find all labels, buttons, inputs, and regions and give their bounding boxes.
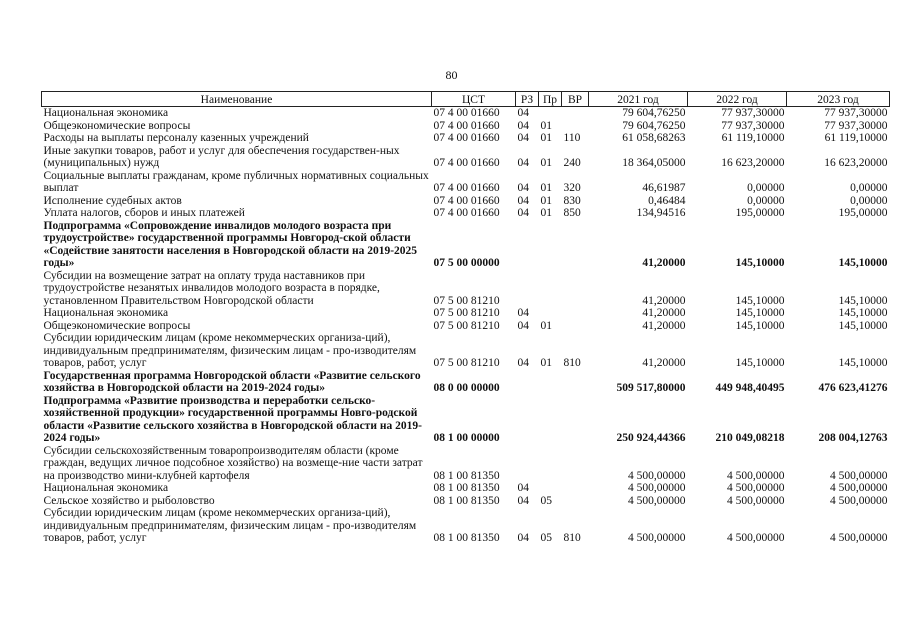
row-2021-cell: 41,20000 xyxy=(642,319,686,332)
row-name-cell: Подпрограмма «Сопровождение инвалидов молодого возраста при трудоустройстве» государственной программы Новгород-ской области «Содействие занятости населения в Новгородской области на 2019-2025 годы» xyxy=(43,219,418,269)
row-vr-cell xyxy=(562,482,589,495)
row-rz-cell: 04 xyxy=(517,532,529,544)
row-2022-cell: 16 623,20000 xyxy=(721,157,785,169)
row-name-cell: Исполнение судебных актов xyxy=(43,194,182,207)
row-vr-cell xyxy=(562,370,589,395)
column-header-2023: 2023 год xyxy=(787,92,890,107)
row-2021-cell: 46,61987 xyxy=(642,182,686,194)
row-name-cell: Субсидии на возмещение затрат на оплату труда наставников при трудоустройстве незанятых инвалидов молодого возраста в порядке, установленном Правительством Новгородской области xyxy=(43,269,380,307)
row-vr-cell: 810 xyxy=(563,357,581,369)
row-2021-cell: 0,46484 xyxy=(648,194,686,207)
row-vr-cell xyxy=(562,495,589,508)
row-cst-cell: 07 5 00 81210 xyxy=(433,307,500,319)
table-row xyxy=(42,107,890,120)
table-row xyxy=(42,270,890,308)
row-2021-cell: 41,20000 xyxy=(642,294,686,307)
row-cst-cell: 07 4 00 01660 xyxy=(433,157,500,169)
budget-table xyxy=(41,91,890,545)
row-2023-cell: 4 500,00000 xyxy=(830,532,888,544)
row-2023-cell: 4 500,00000 xyxy=(830,482,888,494)
row-2023-cell: 145,10000 xyxy=(838,307,888,319)
row-rz-cell: 04 xyxy=(517,319,529,332)
row-cst-cell: 07 5 00 81210 xyxy=(433,294,500,307)
table-row xyxy=(42,320,890,333)
row-rz-cell: 04 xyxy=(517,182,529,194)
table-row xyxy=(42,220,890,270)
row-vr-cell xyxy=(562,320,589,333)
row-vr-cell xyxy=(562,220,589,270)
row-2021-cell: 4 500,00000 xyxy=(628,482,686,494)
row-name-cell: Расходы на выплаты персоналу казенных учреждений xyxy=(43,132,309,144)
row-vr-cell xyxy=(562,307,589,320)
row-rz-cell: 04 xyxy=(517,494,529,507)
column-header-2021: 2021 год xyxy=(589,92,688,107)
row-pr-cell xyxy=(539,107,562,120)
row-rz-cell: 04 xyxy=(517,194,529,207)
row-pr-cell: 01 xyxy=(540,357,552,369)
row-pr-cell: 01 xyxy=(540,207,552,219)
page-number: 80 xyxy=(445,68,458,82)
row-name-cell: Уплата налогов, сборов и иных платежей xyxy=(43,207,245,219)
row-cst-cell: 07 4 00 01660 xyxy=(433,182,500,194)
row-vr-cell: 240 xyxy=(563,157,581,169)
row-2023-cell: 77 937,30000 xyxy=(824,119,888,132)
row-vr-cell xyxy=(562,120,589,133)
column-header-2022: 2022 год xyxy=(688,92,787,107)
row-2023-cell: 145,10000 xyxy=(838,357,888,369)
row-rz-cell: 04 xyxy=(517,132,529,144)
row-2022-cell: 77 937,30000 xyxy=(721,107,785,119)
row-vr-cell xyxy=(562,395,589,445)
row-pr-cell xyxy=(539,445,562,483)
row-2022-cell: 0,00000 xyxy=(747,194,785,207)
row-name-cell: Субсидии сельскохозяйственным товаропроизводителям области (кроме граждан, ведущих личное подсобное хозяйство) на возмеще-ние части затрат на производство мини-клубней картофеля xyxy=(43,444,423,482)
row-pr-cell xyxy=(539,395,562,445)
row-2023-cell: 476 623,41276 xyxy=(818,382,888,394)
row-2021-cell: 41,20000 xyxy=(642,307,686,319)
row-2022-cell: 195,00000 xyxy=(735,207,785,219)
row-cst-cell: 08 1 00 81350 xyxy=(433,482,500,494)
row-2023-cell: 0,00000 xyxy=(850,194,888,207)
row-2023-cell: 61 119,10000 xyxy=(824,132,888,144)
row-2023-cell: 145,10000 xyxy=(838,257,888,269)
row-pr-cell: 01 xyxy=(540,182,552,194)
row-cst-cell: 07 4 00 01660 xyxy=(433,194,500,207)
row-2023-cell: 145,10000 xyxy=(838,319,888,332)
row-2022-cell: 145,10000 xyxy=(735,257,785,269)
row-cst-cell: 08 1 00 81350 xyxy=(433,532,500,544)
row-name-cell: Общеэкономические вопросы xyxy=(43,119,191,132)
row-rz-cell xyxy=(516,270,539,308)
row-pr-cell xyxy=(539,220,562,270)
row-2021-cell: 4 500,00000 xyxy=(628,469,686,482)
row-cst-cell: 07 4 00 01660 xyxy=(433,119,500,132)
row-rz-cell: 04 xyxy=(517,119,529,132)
table-row xyxy=(42,207,890,220)
row-2023-cell: 208 004,12763 xyxy=(818,432,888,444)
row-vr-cell xyxy=(562,445,589,483)
row-2022-cell: 4 500,00000 xyxy=(727,482,785,494)
table-row xyxy=(42,120,890,133)
row-2022-cell: 145,10000 xyxy=(735,319,785,332)
row-rz-cell xyxy=(516,370,539,395)
row-2023-cell: 195,00000 xyxy=(838,207,888,219)
row-rz-cell xyxy=(516,445,539,483)
row-pr-cell: 01 xyxy=(540,132,552,144)
row-pr-cell: 01 xyxy=(540,319,552,332)
table-row xyxy=(42,507,890,545)
row-rz-cell: 04 xyxy=(517,307,529,319)
row-name-cell: Сельское хозяйство и рыболовство xyxy=(43,494,215,507)
row-vr-cell: 850 xyxy=(563,207,581,219)
row-cst-cell: 07 5 00 81210 xyxy=(433,357,500,369)
row-pr-cell: 01 xyxy=(540,119,552,132)
row-2023-cell: 77 937,30000 xyxy=(824,107,888,119)
row-vr-cell xyxy=(562,270,589,308)
row-vr-cell: 830 xyxy=(563,194,581,207)
row-2022-cell: 4 500,00000 xyxy=(727,532,785,544)
row-rz-cell: 04 xyxy=(517,207,529,219)
row-pr-cell: 01 xyxy=(540,157,552,169)
row-name-cell: Национальная экономика xyxy=(43,482,169,494)
row-pr-cell xyxy=(539,482,562,495)
row-2021-cell: 509 517,80000 xyxy=(616,382,686,394)
table-row xyxy=(42,495,890,508)
row-pr-cell: 01 xyxy=(540,194,552,207)
table-row xyxy=(42,482,890,495)
row-pr-cell: 05 xyxy=(540,532,552,544)
row-2021-cell: 4 500,00000 xyxy=(628,532,686,544)
row-vr-cell: 110 xyxy=(563,132,581,144)
column-header-cst: ЦСТ xyxy=(432,92,516,107)
row-cst-cell: 08 1 00 00000 xyxy=(433,432,500,444)
column-header-pr: Пр xyxy=(539,92,562,107)
row-2021-cell: 4 500,00000 xyxy=(628,494,686,507)
row-name-cell: Иные закупки товаров, работ и услуг для обеспечения государствен-ных (муниципальных) нужд xyxy=(43,144,400,169)
row-rz-cell: 04 xyxy=(517,357,529,369)
column-header-rz: РЗ xyxy=(516,92,539,107)
table-row xyxy=(42,195,890,208)
row-pr-cell xyxy=(539,307,562,320)
row-2023-cell: 145,10000 xyxy=(838,294,888,307)
row-vr-cell xyxy=(562,107,589,120)
row-rz-cell xyxy=(516,395,539,445)
table-row xyxy=(42,170,890,195)
row-2022-cell: 145,10000 xyxy=(735,307,785,319)
row-rz-cell xyxy=(516,220,539,270)
row-pr-cell: 05 xyxy=(540,494,552,507)
row-name-cell: Национальная экономика xyxy=(43,107,169,119)
column-header-name: Наименование xyxy=(42,92,432,107)
row-cst-cell: 07 4 00 01660 xyxy=(433,107,500,119)
row-cst-cell: 07 5 00 00000 xyxy=(433,257,500,269)
row-2022-cell: 77 937,30000 xyxy=(721,119,785,132)
table-header-row xyxy=(42,92,890,107)
row-cst-cell: 07 4 00 01660 xyxy=(433,207,500,219)
row-2023-cell: 0,00000 xyxy=(850,182,888,194)
row-2022-cell: 145,10000 xyxy=(735,357,785,369)
table-row xyxy=(42,132,890,145)
row-name-cell: Социальные выплаты гражданам, кроме публичных нормативных социальных выплат xyxy=(43,169,429,194)
row-name-cell: Общеэкономические вопросы xyxy=(43,319,191,332)
row-name-cell: Субсидии юридическим лицам (кроме некоммерческих организа-ций), индивидуальным предпринимателям, физическим лицам - про-изводителям товаров, работ, услуг xyxy=(43,332,417,369)
table-row xyxy=(42,395,890,445)
row-cst-cell: 08 1 00 81350 xyxy=(433,494,500,507)
row-2022-cell: 210 049,08218 xyxy=(715,432,785,444)
row-cst-cell: 08 0 00 00000 xyxy=(433,382,500,394)
row-pr-cell xyxy=(539,270,562,308)
table-row xyxy=(42,332,890,370)
table-row xyxy=(42,145,890,170)
row-2021-cell: 61 058,68263 xyxy=(622,132,686,144)
row-pr-cell xyxy=(539,370,562,395)
row-cst-cell: 07 5 00 81210 xyxy=(433,319,500,332)
row-2022-cell: 0,00000 xyxy=(747,182,785,194)
row-2021-cell: 18 364,05000 xyxy=(622,157,686,169)
row-rz-cell: 04 xyxy=(517,157,529,169)
row-vr-cell: 810 xyxy=(563,532,581,544)
row-2023-cell: 4 500,00000 xyxy=(830,494,888,507)
row-name-cell: Субсидии юридическим лицам (кроме некоммерческих организа-ций), индивидуальным предпринимателям, физическим лицам - про-изводителям товаров, работ, услуг xyxy=(43,507,417,544)
row-2021-cell: 250 924,44366 xyxy=(616,432,686,444)
row-rz-cell: 04 xyxy=(517,482,529,494)
row-vr-cell: 320 xyxy=(563,182,581,194)
row-2022-cell: 449 948,40495 xyxy=(715,382,785,394)
row-2022-cell: 145,10000 xyxy=(735,294,785,307)
row-2021-cell: 79 604,76250 xyxy=(622,107,686,119)
row-rz-cell: 04 xyxy=(517,107,529,119)
row-2022-cell: 61 119,10000 xyxy=(721,132,785,144)
row-2021-cell: 79 604,76250 xyxy=(622,119,686,132)
row-2023-cell: 4 500,00000 xyxy=(830,469,888,482)
row-2023-cell: 16 623,20000 xyxy=(824,157,888,169)
row-cst-cell: 07 4 00 01660 xyxy=(433,132,500,144)
table-row xyxy=(42,307,890,320)
table-row xyxy=(42,370,890,395)
row-2021-cell: 41,20000 xyxy=(642,357,686,369)
table-body xyxy=(42,107,890,545)
row-name-cell: Подпрограмма «Развитие производства и переработки сельско-хозяйственной продукции» государственной программы Новго-родской области «Развитие сельского хозяйства в Новгородской области на 2019-2024 годы» xyxy=(43,394,422,444)
row-name-cell: Государственная программа Новгородской области «Развитие сельского хозяйства в Новгородской области на 2019-2024 годы» xyxy=(43,369,421,394)
row-2021-cell: 134,94516 xyxy=(636,207,686,219)
row-2022-cell: 4 500,00000 xyxy=(727,494,785,507)
row-name-cell: Национальная экономика xyxy=(43,307,169,319)
column-header-vr: ВР xyxy=(562,92,589,107)
row-cst-cell: 08 1 00 81350 xyxy=(433,469,500,482)
table-row xyxy=(42,445,890,483)
row-2022-cell: 4 500,00000 xyxy=(727,469,785,482)
row-2021-cell: 41,20000 xyxy=(642,257,686,269)
